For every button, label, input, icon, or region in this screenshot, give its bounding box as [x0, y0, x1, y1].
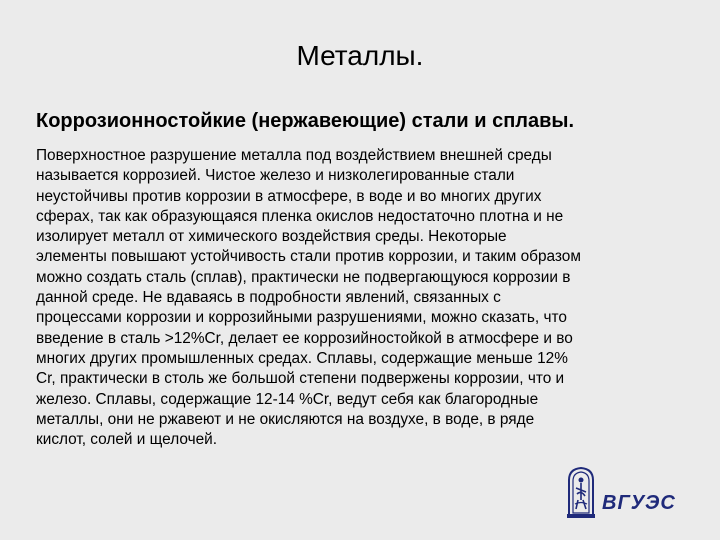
- slide-title: Металлы.: [296, 40, 424, 71]
- body-line: сферах, так как образующаяся пленка окислов недостаточно плотна и не: [36, 207, 564, 225]
- body-line: можно создать сталь (сплав), практически не подвергающуюся коррозии в: [36, 268, 571, 286]
- body-line: Поверхностное разрушение металла под воздействием внешней среды: [36, 147, 552, 164]
- body-line: железо. Сплавы, содержащие 12-14 %Cr, ведут себя как благородные: [36, 390, 539, 408]
- body-line: данной среде. Не вдаваясь в подробности явлений, связанных с: [36, 289, 501, 307]
- body-text: [36, 146, 676, 450]
- slide-subtitle: Коррозионностойкие (нержавеющие) стали и сплавы.: [36, 110, 575, 132]
- body-line: кислот, солей и щелочей.: [36, 431, 218, 449]
- logo-text: ВГУЭС: [602, 492, 676, 514]
- body-line: многих других промышленных средах. Сплавы, содержащие меньше 12%: [36, 349, 568, 367]
- body-line: Cr, практически в столь же большой степени подвержены коррозии, что и: [36, 370, 565, 388]
- university-logo: [566, 466, 676, 522]
- body-line: неустойчивы против коррозии в атмосфере, в воде и во многих других: [36, 187, 542, 205]
- body-line: элементы повышают устойчивость стали против коррозии, и таким образом: [36, 248, 581, 266]
- body-line: называется коррозией. Чистое железо и низколегированные стали: [36, 167, 515, 185]
- body-line: введение в сталь >12%Cr, делает ее коррозийностойкой в атмосфере и во: [36, 329, 573, 347]
- body-line: изолирует металл от химического воздействия среды. Некоторые: [36, 228, 507, 246]
- body-line: металлы, они не ржавеют и не окисляются на воздухе, в воде, в ряде: [36, 410, 535, 428]
- body-line: процессами коррозии и коррозийными разрушениями, можно сказать, что: [36, 309, 567, 327]
- emblem-icon: [566, 466, 596, 520]
